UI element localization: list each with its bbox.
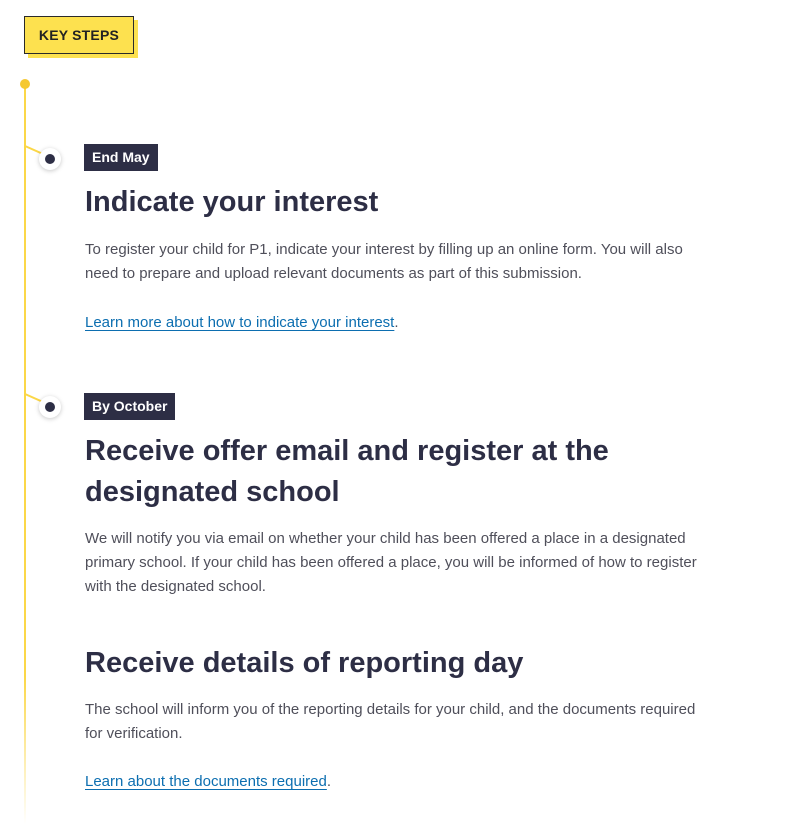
learn-more-indicate-interest-link[interactable]: Learn more about how to indicate your interest [85,314,395,331]
timeline-node-icon [39,148,61,170]
date-tag-by-october: By October [84,393,175,420]
link-suffix: . [326,773,332,790]
learn-documents-required-link[interactable]: Learn about the documents required [85,773,327,790]
step-link-line [85,311,399,335]
date-tag-end-may: End May [84,144,158,171]
timeline-node-icon [39,396,61,418]
step-title-indicate-interest: Indicate your interest [85,186,379,218]
step-title-receive-offer: Receive offer email and register at the designated school [85,435,609,508]
step-description: To register your child for P1, indicate your interest by filling up an online form. You will also need to prepare and upload relevant documents as part of this submission. [85,241,683,282]
step-title-reporting-day: Receive details of reporting day [85,647,524,679]
timeline-start-dot [20,79,30,89]
key-steps-label: KEY STEPS [24,16,134,54]
step-link-line [85,770,331,794]
step-description: The school will inform you of the reporting details for your child, and the documents required for verification. [85,701,696,742]
timeline-line [24,84,26,824]
step-description: We will notify you via email on whether your child has been offered a place in a designated primary school. If your child has been offered a place, you will be informed of how to register with the designated school. [85,530,697,595]
link-suffix: . [394,314,399,331]
